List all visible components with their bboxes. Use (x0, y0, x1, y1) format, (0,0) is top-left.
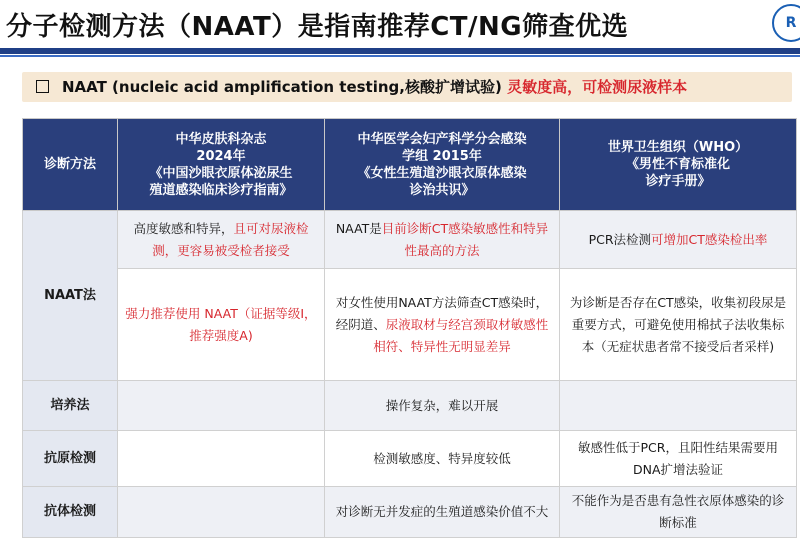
banner-plain-text: NAAT (nucleic acid amplification testing,核酸扩增试验) (62, 78, 508, 96)
key-point-banner (22, 72, 792, 102)
row-label-antigen: 抗原检测 (23, 431, 118, 487)
table-row (23, 381, 797, 431)
cell-naat-2024-b: 强力推荐使用 NAAT（证据等级Ⅰ，推荐强度A) (118, 269, 325, 381)
title-divider (0, 48, 800, 54)
header-diagnostic-method: 诊断方法 (23, 119, 118, 211)
cell-culture-2015: 操作复杂，难以开展 (325, 381, 560, 431)
cell-culture-2024 (118, 381, 325, 431)
square-bullet-icon (36, 80, 49, 93)
cell-naat-2015-b: 对女性使用NAAT方法筛查CT感染时，经阴道、尿液取材与经宫颈取材敏感性相符、特异性无明显差异 (325, 269, 560, 381)
banner-highlight-text: 灵敏度高，可检测尿液样本 (507, 78, 688, 96)
cell-naat-who-a: PCR法检测可增加CT感染检出率 (560, 211, 797, 269)
row-label-culture: 培养法 (23, 381, 118, 431)
header-consensus-2015: 中华医学会妇产科学分会感染 学组 2015年 《女性生殖道沙眼衣原体感染 诊治共识》 (325, 119, 560, 211)
title-divider-thin (0, 55, 800, 57)
cell-antigen-2015: 检测敏感度、特异度较低 (325, 431, 560, 487)
row-label-antibody: 抗体检测 (23, 487, 118, 538)
header-who-manual: 世界卫生组织（WHO） 《男性不育标准化 诊疗手册》 (560, 119, 797, 211)
cell-antigen-who: 敏感性低于PCR，且阳性结果需要用DNA扩增法验证 (560, 431, 797, 487)
cell-culture-who (560, 381, 797, 431)
cell-antibody-who: 不能作为是否患有急性衣原体感染的诊断标准 (560, 487, 797, 538)
table-row (23, 487, 797, 538)
cell-naat-who-b: 为诊断是否存在CT感染，收集初段尿是重要方式，可避免使用棉拭子法收集标本（无症状患者常不接受后者采样) (560, 269, 797, 381)
header-guideline-2024: 中华皮肤科杂志 2024年 《中国沙眼衣原体泌尿生 殖道感染临床诊疗指南》 (118, 119, 325, 211)
table-row (23, 211, 797, 269)
cell-antigen-2024 (118, 431, 325, 487)
table-header-row (23, 119, 797, 211)
table-row (23, 431, 797, 487)
table-row (23, 269, 797, 381)
slide-title: 分子检测方法（NAAT）是指南推荐CT/NG筛查优选 (6, 12, 629, 42)
cell-antibody-2015: 对诊断无并发症的生殖道感染价值不大 (325, 487, 560, 538)
cell-antibody-2024 (118, 487, 325, 538)
row-label-naat: NAAT法 (23, 211, 118, 381)
cell-naat-2024-a: 高度敏感和特异，且可对尿液检测，更容易被受检者接受 (118, 211, 325, 269)
guideline-comparison-table (22, 118, 797, 538)
banner-text (62, 76, 687, 97)
cell-naat-2015-a: NAAT是目前诊断CT感染敏感性和特异性最高的方法 (325, 211, 560, 269)
logo-icon: R (772, 4, 800, 42)
